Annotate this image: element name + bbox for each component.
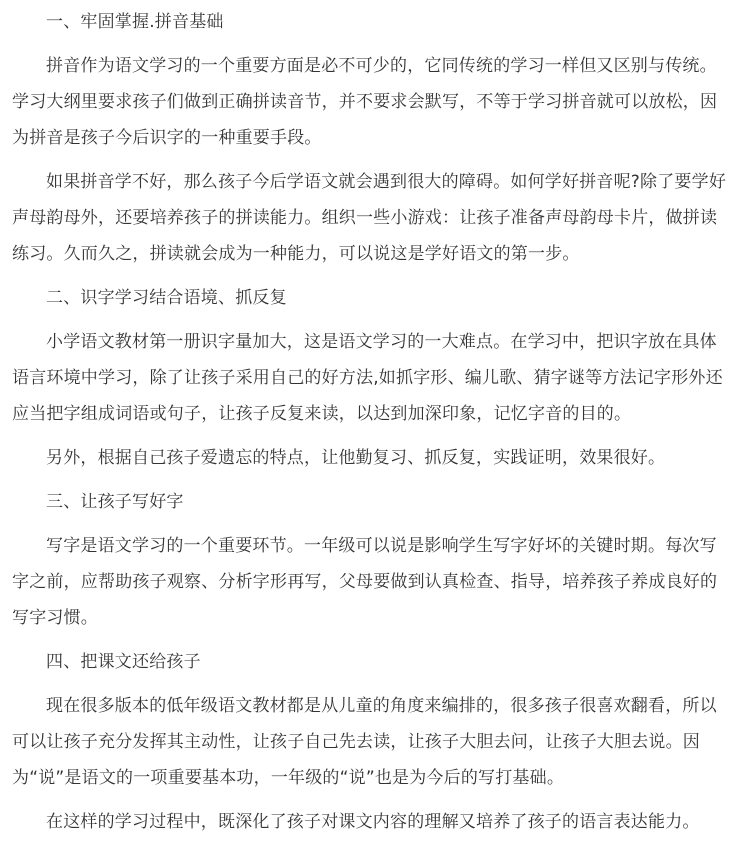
- paragraph-pinyin-method: 如果拼音学不好，那么孩子今后学语文就会遇到很大的障碍。如何学好拼音呢?除了要学好声母韵母外，还要培养孩子的拼读能力。组织一些小游戏：让孩子准备声母韵母卡片，做拼读练习。久而久之，拼读就会成为一种能力，可以说这是学好语文的第一步。: [12, 172, 727, 264]
- paragraph-pinyin-intro: 拼音作为语文学习的一个重要方面是必不可少的，它同传统的学习一样但又区别与传统。学习大纲里要求孩子们做到正确拼读音节，并不要求会默写，不等于学习拼音就可以放松，因为拼音是孩子今后识字的一种重要手段。: [12, 56, 718, 148]
- section-heading-pinyin: 一、牢固掌握.拼音基础: [46, 12, 224, 32]
- paragraph-literacy-review: 另外，根据自己孩子爱遗忘的特点，让他勤复习、抓反复，实践证明，效果很好。: [46, 448, 666, 468]
- paragraph-texts-initiative: 现在很多版本的低年级语文教材都是从儿童的角度来编排的，很多孩子很喜欢翻看，所以可以让孩子充分发挥其主动性，让孩子自己先去读，让孩子大胆去问，让孩子大胆去说。因为“说”是语文的一项重要基本功，一年级的“说”也是为今后的写打基础。: [12, 696, 717, 788]
- paragraph-texts-conclusion: 在这样的学习过程中，既深化了孩子对课文内容的理解又培养了孩子的语言表达能力。: [46, 812, 700, 832]
- section-heading-writing: 三、让孩子写好字: [46, 492, 184, 512]
- paragraph-literacy-context: 小学语文教材第一册识字量加大，这是语文学习的一大难点。在学习中，把识字放在具体语言环境中学习，除了让孩子采用自己的好方法,如抓字形、编儿歌、猜字谜等方法记字形外还应当把字组成词语或句子，让孩子反复来读，以达到加深印象，记忆字音的目的。: [12, 332, 723, 424]
- section-heading-literacy: 二、识字学习结合语境、抓反复: [46, 288, 287, 308]
- article-body: [12, 4, 728, 848]
- section-heading-texts: 四、把课文还给孩子: [46, 652, 201, 672]
- paragraph-writing-habits: 写字是语文学习的一个重要环节。一年级可以说是影响学生写字好坏的关键时期。每次写字之前，应帮助孩子观察、分析字形再写，父母要做到认真检查、指导，培养孩子养成良好的写字习惯。: [12, 536, 718, 628]
